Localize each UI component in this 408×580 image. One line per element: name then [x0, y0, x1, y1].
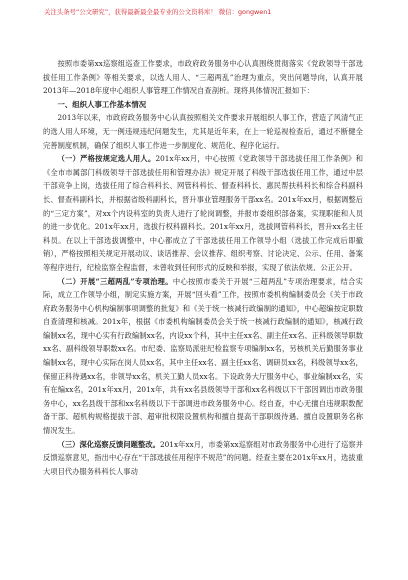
heading-text: 一、组织人事工作基本情况: [57, 99, 147, 109]
item-lead: （二）开展“三超两乱”专项治理。: [57, 276, 173, 286]
item-lead: （一）严格按规定选人用人。: [57, 154, 156, 164]
paragraph-text: 201x年xx月，市委第xx巡察组对市政务服务中心进行了巡察并反馈巡察意见，指出中心存在“干部选拔任用程序不规范”的问题。经查主要在201x年xx月，选拔重大项目代办服务科科长人事动: [43, 439, 364, 476]
item-paragraph-2: [43, 275, 363, 438]
paragraph-text: 中心按照市委关于开展“三超两乱”专项治理要求，结合实际，成立工作领导小组，制定实施方案，开展“回头看”工作，按照市委机构编制委员会《关于市政府政务服务中心机构编制事项调整的批复》和《关于统一核减行政编制的通知》，中心超编按定职数自查清理和核减。201x年，根据《市委机构编制委员会关于统一核减行政编制的通知》，核减行政编制xx名，现中心实有行政编制xx名，内设xx个科，其中主任xx名、副主任xx名、正科级领导职数xx名、副科级领导职数xx名。市纪委、监察局派驻纪检监察专项编制xx名，另核机关后勤服务事业编制xx名，现中心实际在岗人员xx名，其中主任xx名、副主任xx名、调研员xx名，科级领导xx名，保留正科待遇xx名，非领导xx名，机关工勤人员xx名。下设政务大厅服务中心，事业编制xx名，实有在编xx名，201x年xx月，201x年，共有xx名县级领导干部和xx名科级以下干部因调出市政务服务中心，xx名县级干部和xx名科级以下干部调进市政务服务中心。经自查，中心无擅自违规职数配备干部、超机构规格提拔干部、超审批权限设置机构和擅自提高干部职级待遇、擅自设置职务名称情况发生。: [43, 276, 363, 436]
document-body: [43, 57, 363, 478]
paragraph-text: 2013年以来，市政府政务服务中心认真按照相关文件要求开展组织人事工作，营造了风清气正的选人用人环境，无一例违规违纪问题发生，尤其是近年来，在上一轮巡视检查后，通过不断健全完善制度机制，确保了组织人事工作进一步制度化、规范化、程序化运行。: [43, 113, 363, 150]
intro-paragraph: [43, 57, 363, 98]
paragraph-text: 按照市委第xx巡察组巡查工作要求，市政府政务服务中心认真围绕贯彻落实《党政领导干部选拔任用工作条例》等相关要求，以选人用人、“三超两乱”治理为重点，突出问题导向，认真开展2013年—2018年度中心组织人事管理工作情况自查剖析。现将具体情况汇报如下：: [43, 59, 363, 96]
item-paragraph-1: [43, 152, 363, 274]
item-paragraph-3: [43, 438, 363, 479]
paragraph-text: 201x年xx月，中心按照《党政领导干部选拔任用工作条例》和《全市市属部门科级领导干部选拔任用和管理办法》规定开展了科级干部选拔任用工作，通过中层干部竞争上岗，选拔任用了综合科科长、网管科科长、督查科科长、惠民帮扶科科长和综合科副科长、督查科副科长，并根据省级科副科长，晋升事业管理服务干部xx名。201x年xx月，根据调整后的“三定方案”，对xx个内设科室的负责人进行了轮岗调整，并报市委组织部备案，实现职能和人员的进一步优化。201x年xx月，选拔行权科副科长。201x年xx月，选拔网管科科长，晋升xx名主任科员。在以上干部选拔调整中，中心都成立了干部选拔任用工作领导小组（选拔工作完成后即撤销），严格按照相关规定开展动议、谈话推荐、会议推荐、组织考察、讨论决定、公示、任用、备案等程序进行，纪检监察全程监督，未曾收到任何形式的反映和举报，实现了依法依规、公正公开。: [43, 154, 364, 272]
header-banner: 关注头条号“公文研究”，获得最新最全最专业的公文资料库！ 微信：gongwen1: [44, 8, 272, 16]
item-lead: （三）深化巡察反馈问题整改。: [57, 439, 160, 449]
overview-paragraph: [43, 111, 363, 152]
section-heading: [43, 98, 363, 112]
